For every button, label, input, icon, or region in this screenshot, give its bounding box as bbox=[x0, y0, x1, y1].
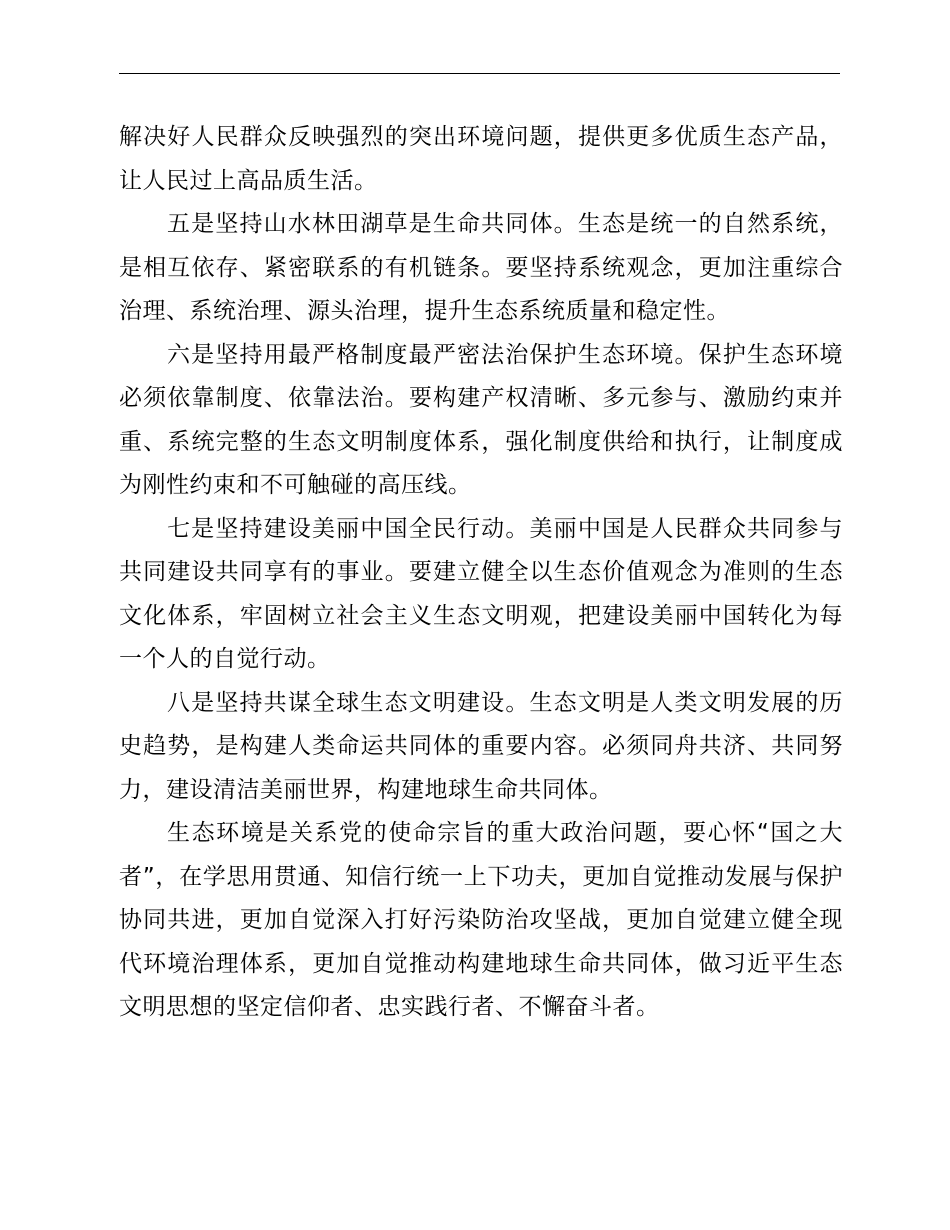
body-text bbox=[119, 116, 843, 1030]
paragraph-point-six: 六是坚持用最严格制度最严密法治保护生态环境。保护生态环境必须依靠制度、依靠法治。要构建产权清晰、多元参与、激励约束并重、系统完整的生态文明制度体系，强化制度供给和执行，让制度成为刚性约束和不可触碰的高压线。 bbox=[119, 341, 843, 498]
paragraph-point-seven: 七是坚持建设美丽中国全民行动。美丽中国是人民群众共同参与共同建设共同享有的事业。要建立健全以生态价值观念为准则的生态文化体系，牢固树立社会主义生态文明观，把建设美丽中国转化为每一个人的自觉行动。 bbox=[119, 515, 843, 672]
paragraph-point-eight: 八是坚持共谋全球生态文明建设。生态文明是人类文明发展的历史趋势，是构建人类命运共同体的重要内容。必须同舟共济、共同努力，建设清洁美丽世界，构建地球生命共同体。 bbox=[119, 689, 843, 803]
paragraph-point-five: 五是坚持山水林田湖草是生命共同体。生态是统一的自然系统，是相互依存、紧密联系的有机链条。要坚持系统观念，更加注重综合治理、系统治理、源头治理，提升生态系统质量和稳定性。 bbox=[119, 211, 843, 324]
paragraph-conclusion: 生态环境是关系党的使命宗旨的重大政治问题，要心怀“国之大者”，在学思用贯通、知信行统一上下功夫，更加自觉推动发展与保护协同共进，更加自觉深入打好污染防治攻坚战，更加自觉建立健全现代环境治理体系，更加自觉推动构建地球生命共同体，做习近平生态文明思想的坚定信仰者、忠实践行者、不懈奋斗者。 bbox=[119, 820, 843, 1020]
header-rule bbox=[119, 73, 840, 74]
paragraph-continuation: 解决好人民群众反映强烈的突出环境问题，提供更多优质生态产品，让人民过上高品质生活。 bbox=[119, 124, 843, 194]
